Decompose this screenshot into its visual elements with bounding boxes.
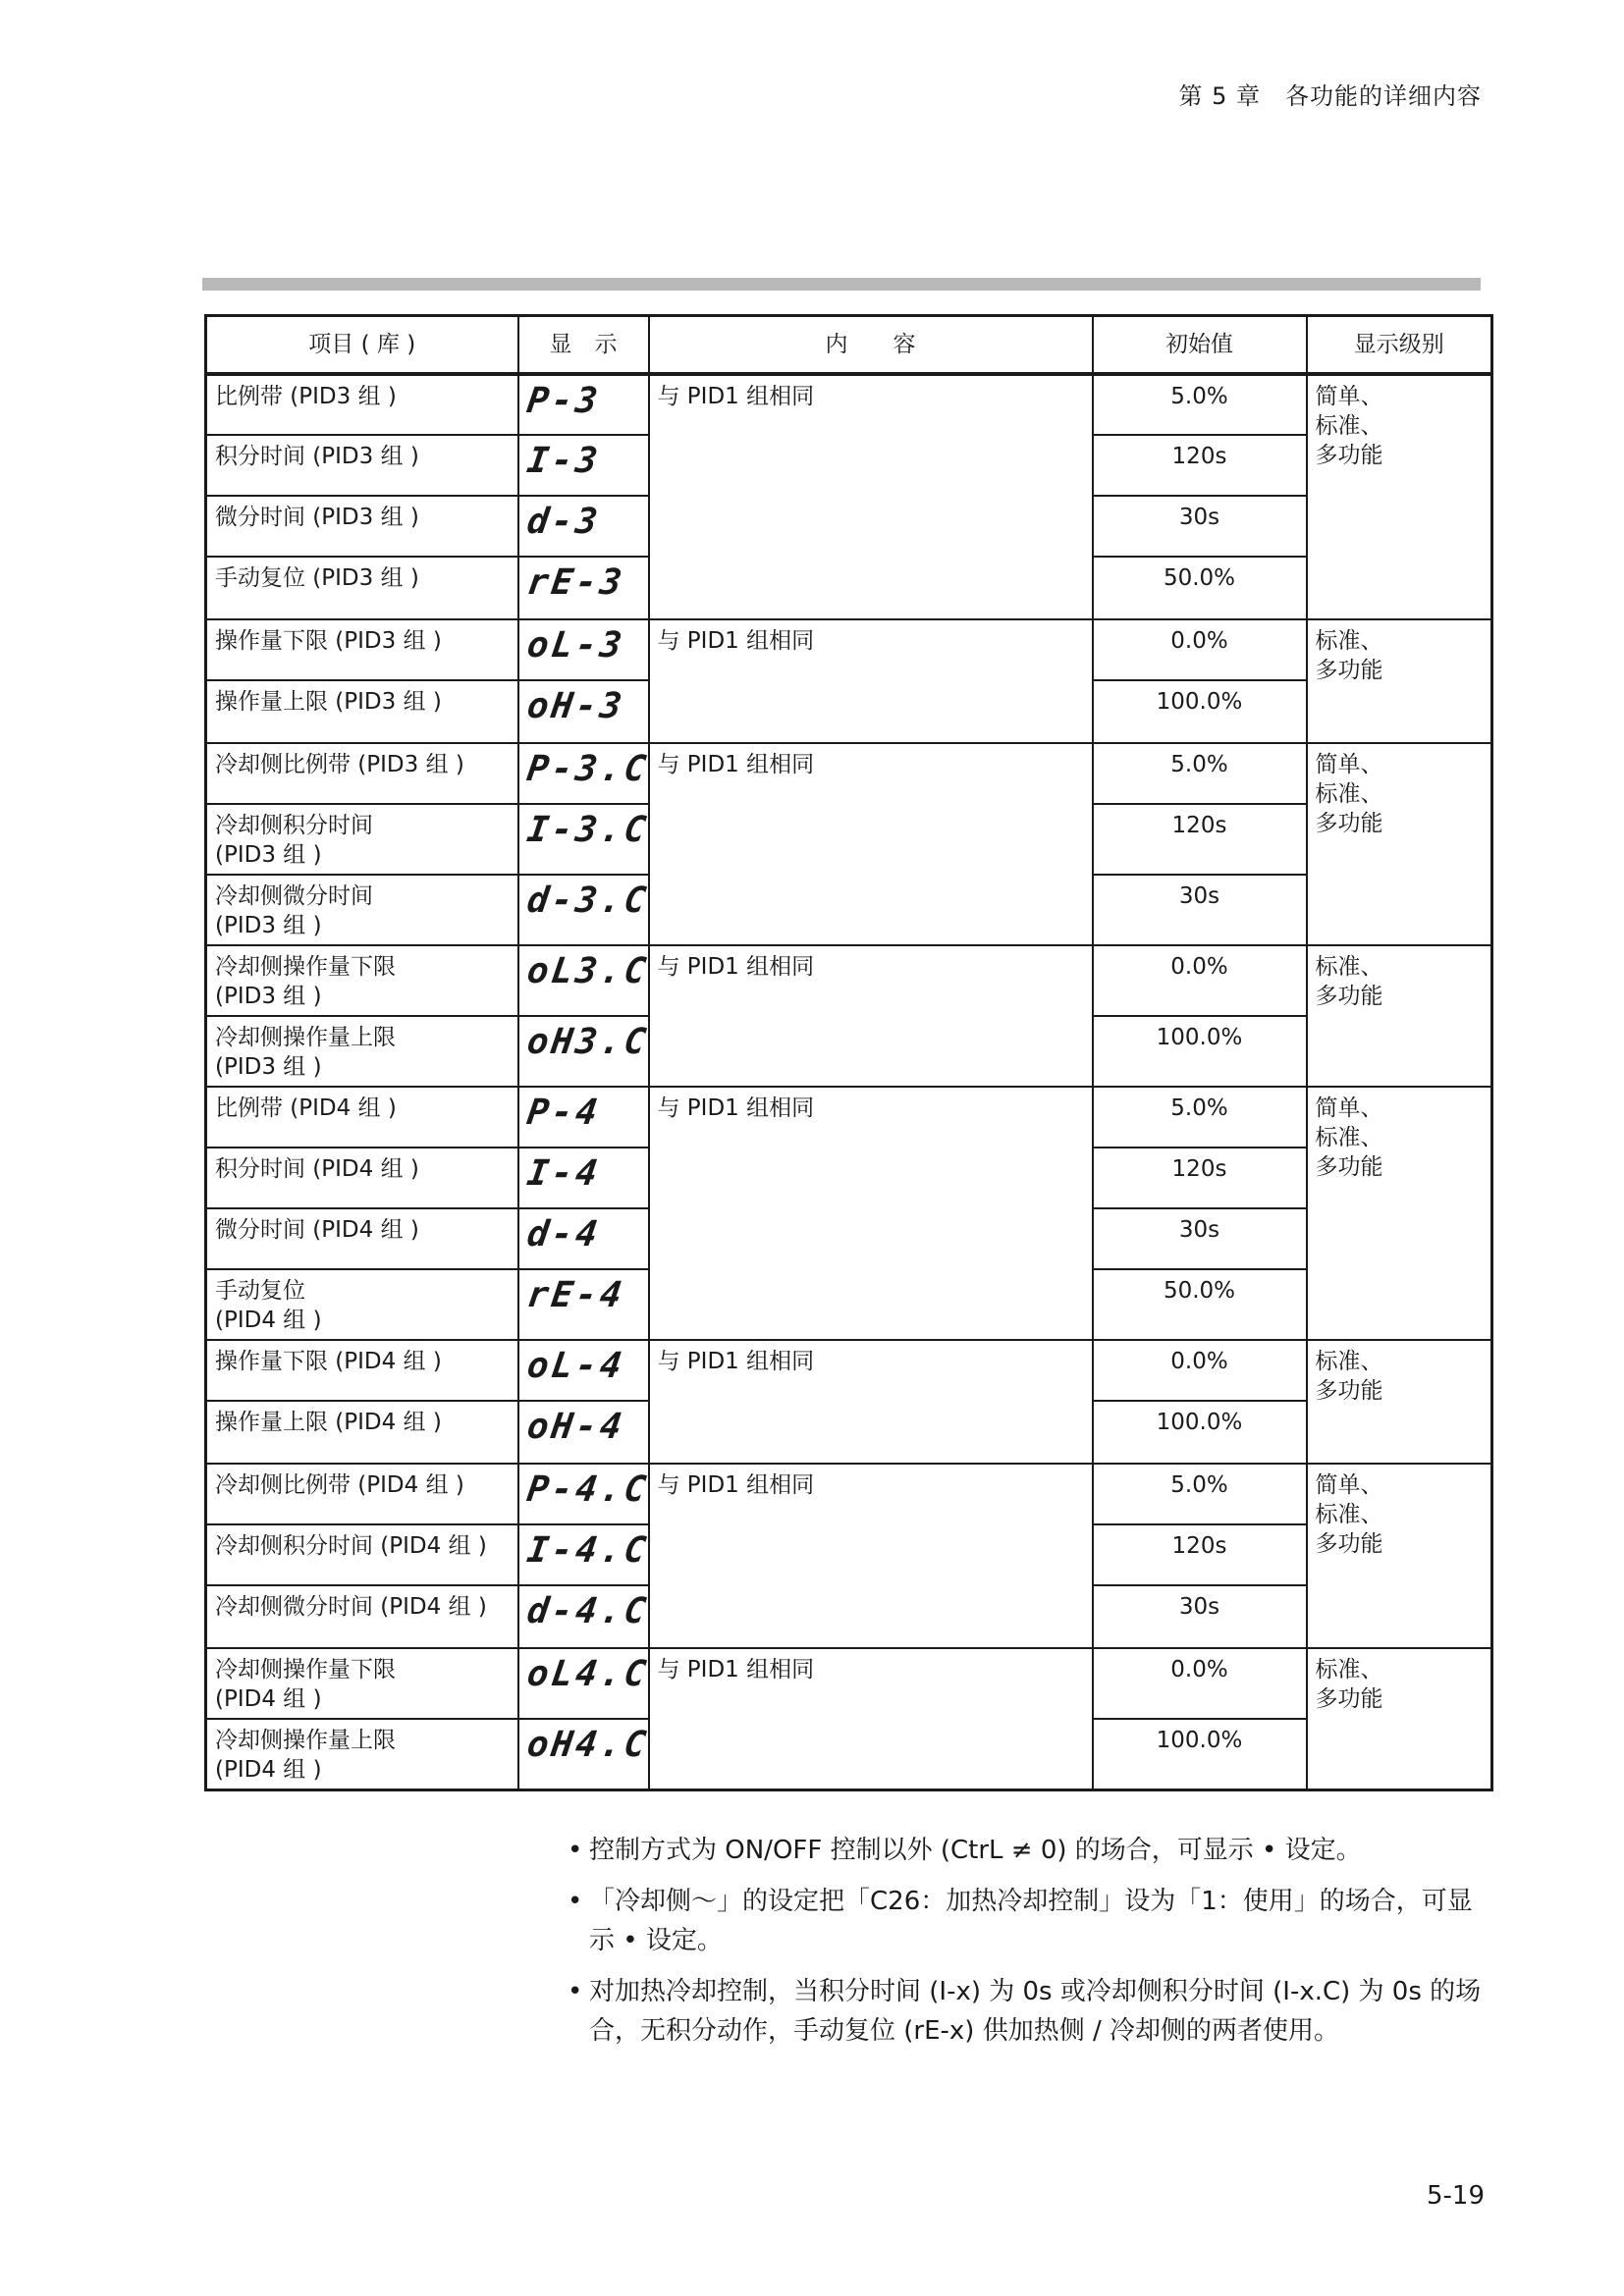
initial-value-cell: 5.0% xyxy=(1093,374,1307,435)
display-cell xyxy=(518,1648,649,1719)
display-cell xyxy=(518,1087,649,1148)
initial-value-cell: 0.0% xyxy=(1093,945,1307,1016)
lcd-display-code: oL3.C xyxy=(523,951,651,991)
item-cell xyxy=(206,1464,518,1524)
lcd-display-code: I-3.C xyxy=(523,810,651,850)
initial-value-cell: 0.0% xyxy=(1093,619,1307,680)
item-name: 操作量上限 (PID3 组 ) xyxy=(215,689,442,715)
item-name: 冷却侧微分时间 (PID4 组 ) xyxy=(215,1594,487,1620)
initial-value-cell: 50.0% xyxy=(1093,557,1307,619)
lcd-display-code: oL-3 xyxy=(523,625,627,666)
item-cell xyxy=(206,1401,518,1464)
lcd-display-code: P-3.C xyxy=(523,749,651,789)
item-cell xyxy=(206,1585,518,1648)
lcd-display-code: oH-3 xyxy=(523,686,627,726)
item-cell xyxy=(206,743,518,804)
header-item: 项目 ( 库 ) xyxy=(206,316,518,375)
lcd-display-code: I-4.C xyxy=(523,1530,651,1571)
lcd-display-code: rE-3 xyxy=(523,562,627,603)
header-display: 显 示 xyxy=(518,316,649,375)
initial-value-cell: 30s xyxy=(1093,496,1307,557)
display-cell xyxy=(518,804,649,875)
initial-value-cell: 5.0% xyxy=(1093,1464,1307,1524)
content-cell: 与 PID1 组相同 xyxy=(649,1087,1093,1340)
item-name: 比例带 (PID3 组 ) xyxy=(215,384,397,409)
initial-value-cell: 0.0% xyxy=(1093,1648,1307,1719)
lcd-display-code: oL-4 xyxy=(523,1346,627,1386)
lcd-display-code: d-4 xyxy=(523,1214,603,1255)
item-name: 冷却侧微分时间 (PID3 组 ) xyxy=(215,883,373,938)
note-text: 控制方式为 ON/OFF 控制以外 (CtrL ≠ 0) 的场合，可显示 • 设定。 xyxy=(589,1836,1362,1865)
display-cell xyxy=(518,1340,649,1401)
display-cell xyxy=(518,496,649,557)
note-text: 对加热冷却控制，当积分时间 (I-x) 为 0s 或冷却侧积分时间 (I-x.C) 为 0s 的场合，无积分动作，手动复位 (rE-x) 供加热侧 / 冷却侧的两者使用。 xyxy=(589,1977,1482,2046)
item-name: 微分时间 (PID3 组 ) xyxy=(215,505,419,530)
display-level-text: 标准、 多功能 xyxy=(1315,1657,1383,1712)
display-level-text: 简单、 标准、 多功能 xyxy=(1315,752,1383,836)
table-row xyxy=(206,1087,1492,1148)
initial-value-cell: 30s xyxy=(1093,1585,1307,1648)
header-content: 内 容 xyxy=(649,316,1093,375)
lcd-display-code: d-4.C xyxy=(523,1591,651,1631)
initial-value-cell: 30s xyxy=(1093,875,1307,945)
initial-value-cell: 100.0% xyxy=(1093,1719,1307,1789)
display-cell xyxy=(518,1148,649,1208)
item-name: 冷却侧积分时间 (PID3 组 ) xyxy=(215,813,373,868)
initial-value-cell: 120s xyxy=(1093,1148,1307,1208)
display-level-cell xyxy=(1307,1340,1492,1464)
display-level-cell xyxy=(1307,374,1492,619)
lcd-display-code: P-4.C xyxy=(523,1469,651,1510)
item-name: 积分时间 (PID4 组 ) xyxy=(215,1156,419,1182)
table-row xyxy=(206,743,1492,804)
header-rule xyxy=(202,278,1481,291)
notes-list xyxy=(568,1831,1490,2062)
lcd-display-code: I-3 xyxy=(523,441,603,481)
table-row xyxy=(206,1340,1492,1401)
display-cell xyxy=(518,1464,649,1524)
display-level-cell xyxy=(1307,1464,1492,1648)
lcd-display-code: d-3.C xyxy=(523,881,651,921)
item-cell xyxy=(206,557,518,619)
item-cell xyxy=(206,1269,518,1340)
display-cell xyxy=(518,1269,649,1340)
content-cell: 与 PID1 组相同 xyxy=(649,945,1093,1087)
note-text: 「冷却侧～」的设定把「C26：加热冷却控制」设为「1：使用」的场合，可显示 • 设定。 xyxy=(589,1887,1473,1955)
display-level-cell xyxy=(1307,1648,1492,1789)
display-level-text: 简单、 标准、 多功能 xyxy=(1315,1472,1383,1557)
item-cell xyxy=(206,1087,518,1148)
initial-value-cell: 100.0% xyxy=(1093,1016,1307,1087)
item-cell xyxy=(206,1524,518,1585)
initial-value-cell: 100.0% xyxy=(1093,680,1307,743)
content-cell: 与 PID1 组相同 xyxy=(649,619,1093,743)
item-name: 冷却侧操作量上限 (PID3 组 ) xyxy=(215,1025,396,1080)
item-cell xyxy=(206,1016,518,1087)
item-cell xyxy=(206,496,518,557)
initial-value-cell: 50.0% xyxy=(1093,1269,1307,1340)
header-initial: 初始值 xyxy=(1093,316,1307,375)
display-cell xyxy=(518,557,649,619)
chapter-header: 第 5 章 各功能的详细内容 xyxy=(1178,82,1482,110)
display-cell xyxy=(518,374,649,435)
display-level-text: 标准、 多功能 xyxy=(1315,1349,1383,1404)
display-cell xyxy=(518,1208,649,1269)
item-name: 积分时间 (PID3 组 ) xyxy=(215,444,419,469)
item-cell xyxy=(206,1148,518,1208)
display-level-cell xyxy=(1307,743,1492,945)
display-cell xyxy=(518,875,649,945)
lcd-display-code: P-4 xyxy=(523,1093,603,1133)
display-cell xyxy=(518,945,649,1016)
table-body xyxy=(206,374,1492,1789)
item-name: 比例带 (PID4 组 ) xyxy=(215,1095,397,1121)
lcd-display-code: P-3 xyxy=(523,381,603,421)
display-level-text: 标准、 多功能 xyxy=(1315,628,1383,683)
page-number: 5-19 xyxy=(1426,2181,1485,2211)
display-cell xyxy=(518,435,649,496)
item-cell xyxy=(206,374,518,435)
item-name: 冷却侧操作量上限 (PID4 组 ) xyxy=(215,1728,396,1783)
item-cell xyxy=(206,1648,518,1719)
initial-value-cell: 100.0% xyxy=(1093,1401,1307,1464)
table-row xyxy=(206,1648,1492,1719)
initial-value-cell: 30s xyxy=(1093,1208,1307,1269)
table-row xyxy=(206,619,1492,680)
display-cell xyxy=(518,1585,649,1648)
initial-value-cell: 120s xyxy=(1093,804,1307,875)
initial-value-cell: 5.0% xyxy=(1093,1087,1307,1148)
item-name: 冷却侧比例带 (PID4 组 ) xyxy=(215,1472,464,1498)
item-cell xyxy=(206,619,518,680)
item-name: 手动复位 (PID3 组 ) xyxy=(215,565,419,591)
parameter-table xyxy=(204,314,1493,1791)
content-cell: 与 PID1 组相同 xyxy=(649,1340,1093,1464)
bullet-icon: • xyxy=(568,1836,583,1865)
note-item xyxy=(568,1831,1490,1870)
display-level-text: 标准、 多功能 xyxy=(1315,954,1383,1009)
note-item xyxy=(568,1972,1490,2051)
display-cell xyxy=(518,1016,649,1087)
lcd-display-code: oL4.C xyxy=(523,1654,651,1694)
header-level: 显示级别 xyxy=(1307,316,1492,375)
table-row xyxy=(206,945,1492,1016)
content-cell: 与 PID1 组相同 xyxy=(649,743,1093,945)
display-level-text: 简单、 标准、 多功能 xyxy=(1315,384,1383,468)
initial-value-cell: 120s xyxy=(1093,1524,1307,1585)
display-level-text: 简单、 标准、 多功能 xyxy=(1315,1095,1383,1180)
item-cell xyxy=(206,875,518,945)
item-name: 操作量上限 (PID4 组 ) xyxy=(215,1410,442,1435)
lcd-display-code: d-3 xyxy=(523,502,603,542)
content-cell: 与 PID1 组相同 xyxy=(649,1464,1093,1648)
lcd-display-code: oH4.C xyxy=(523,1725,651,1765)
bullet-icon: • xyxy=(568,1977,583,2006)
table-row xyxy=(206,1464,1492,1524)
item-name: 冷却侧操作量下限 (PID3 组 ) xyxy=(215,954,396,1009)
item-cell xyxy=(206,1340,518,1401)
display-level-cell xyxy=(1307,945,1492,1087)
initial-value-cell: 120s xyxy=(1093,435,1307,496)
table-header-row xyxy=(206,316,1492,375)
display-level-cell xyxy=(1307,619,1492,743)
initial-value-cell: 5.0% xyxy=(1093,743,1307,804)
display-cell xyxy=(518,743,649,804)
lcd-display-code: oH-4 xyxy=(523,1407,627,1447)
item-name: 冷却侧操作量下限 (PID4 组 ) xyxy=(215,1657,396,1712)
content-cell: 与 PID1 组相同 xyxy=(649,1648,1093,1789)
content-cell: 与 PID1 组相同 xyxy=(649,374,1093,619)
item-cell xyxy=(206,435,518,496)
bullet-icon: • xyxy=(568,1887,583,1916)
lcd-display-code: oH3.C xyxy=(523,1022,651,1062)
item-name: 操作量下限 (PID4 组 ) xyxy=(215,1349,442,1374)
display-level-cell xyxy=(1307,1087,1492,1340)
display-cell xyxy=(518,619,649,680)
item-cell xyxy=(206,1208,518,1269)
item-name: 微分时间 (PID4 组 ) xyxy=(215,1217,419,1243)
lcd-display-code: I-4 xyxy=(523,1153,603,1194)
item-cell xyxy=(206,945,518,1016)
display-cell xyxy=(518,680,649,743)
item-name: 手动复位 (PID4 组 ) xyxy=(215,1278,322,1333)
item-name: 操作量下限 (PID3 组 ) xyxy=(215,628,442,654)
table-row xyxy=(206,374,1492,435)
display-cell xyxy=(518,1401,649,1464)
item-name: 冷却侧积分时间 (PID4 组 ) xyxy=(215,1533,487,1559)
item-cell xyxy=(206,1719,518,1789)
display-cell xyxy=(518,1719,649,1789)
item-cell xyxy=(206,804,518,875)
display-cell xyxy=(518,1524,649,1585)
initial-value-cell: 0.0% xyxy=(1093,1340,1307,1401)
item-name: 冷却侧比例带 (PID3 组 ) xyxy=(215,752,464,777)
note-item xyxy=(568,1882,1490,1960)
lcd-display-code: rE-4 xyxy=(523,1275,627,1315)
item-cell xyxy=(206,680,518,743)
